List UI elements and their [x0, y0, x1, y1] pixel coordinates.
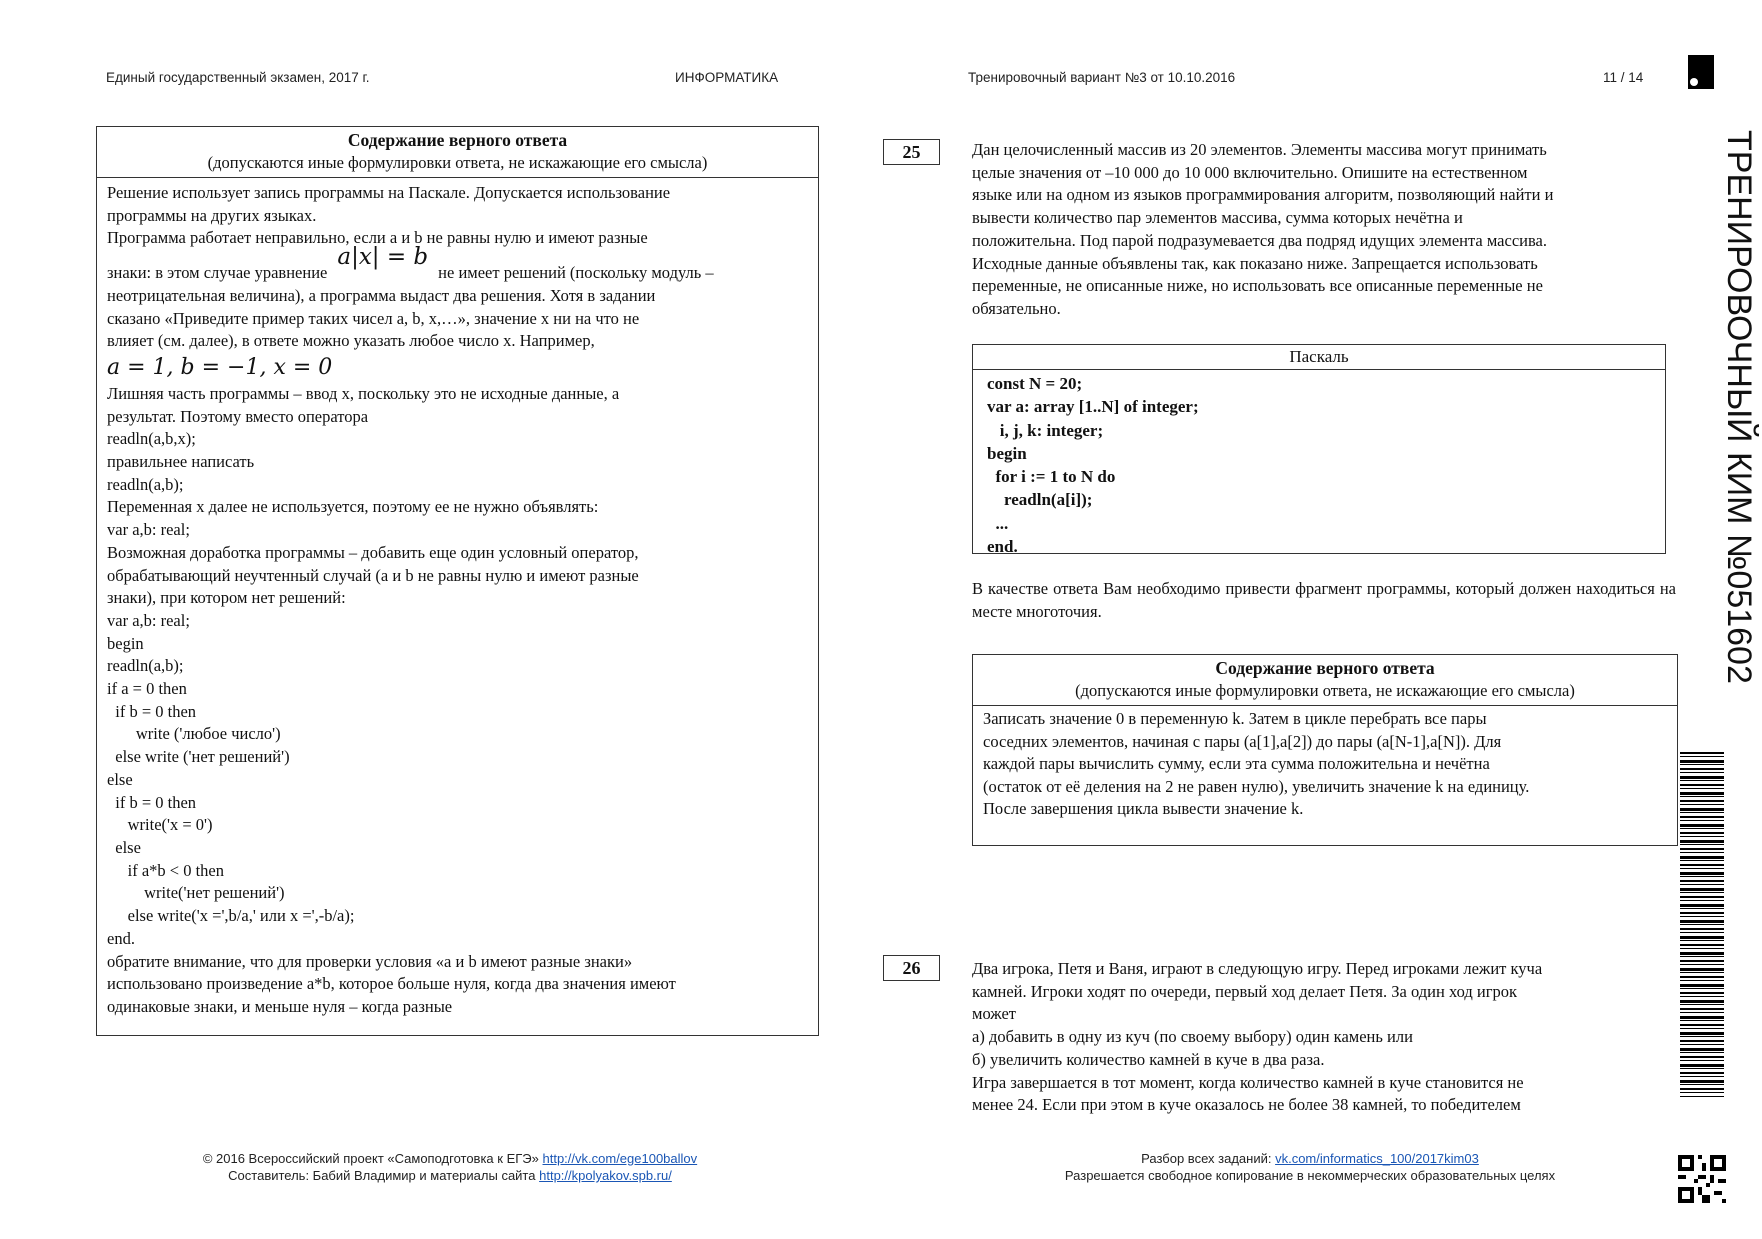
footer-right-line1: [1010, 1150, 1610, 1167]
text-line: Решение использует запись программы на Паскале. Допускается использование: [107, 183, 671, 202]
answer-box-header: [973, 655, 1677, 706]
task-26-text: [972, 958, 1674, 1117]
text-line: readln(a,b);: [107, 474, 184, 494]
code-line: if a = 0 then: [107, 679, 187, 699]
code-line: var a,b: real;: [107, 610, 190, 630]
answer-box-subtitle: (допускаются иные формулировки ответа, не искажающие его смысла): [1075, 681, 1575, 700]
text-line: Дан целочисленный массив из 20 элементов. Элементы массива могут принимать: [972, 140, 1547, 159]
equation: a|x| = b: [337, 244, 429, 271]
footer-link-analysis[interactable]: vk.com/informatics_100/2017kim03: [1275, 1151, 1479, 1166]
footer-link-kpolyakov[interactable]: http://kpolyakov.spb.ru/: [539, 1168, 672, 1183]
text-line: Исходные данные объявлены так, как показано ниже. Запрещается использовать: [972, 253, 1538, 273]
footer-left-line2: [150, 1167, 750, 1184]
code-line: write('x = 0'): [107, 815, 213, 835]
text-line: программы на других языках.: [107, 205, 317, 225]
text-line: Игра завершается в тот момент, когда количество камней в куче становится не: [972, 1072, 1524, 1092]
answer-box-24: [96, 126, 819, 1036]
text-line: Два игрока, Петя и Ваня, играют в следующую игру. Перед игроками лежит куча: [972, 959, 1543, 978]
text-line: Возможная доработка программы – добавить еще один условный оператор,: [107, 542, 639, 562]
code-line: else: [107, 837, 141, 857]
text-line: Лишняя часть программы – ввод x, поскольку это не исходные данные, а: [107, 383, 620, 403]
text-line: неотрицательная величина), а программа выдаст два решения. Хотя в задании: [107, 285, 656, 305]
equation-line: [107, 244, 808, 285]
code-line: end.: [987, 537, 1018, 557]
text-line: readln(a,b,x);: [107, 429, 196, 449]
text-line: менее 24. Если при этом в куче оказалось не более 38 камней, то победителем: [972, 1095, 1521, 1115]
qr-code-icon: [1678, 1155, 1726, 1203]
text-line: каждой пары вычислить сумму, если эта сумма положительна и нечётна: [983, 754, 1490, 773]
footer-left: [150, 1150, 750, 1184]
answer-box-body: [97, 178, 818, 1023]
text-line: а) добавить в одну из куч (по своему выбору) один камень или: [972, 1027, 1413, 1047]
code-line: write ('любое число'): [107, 724, 281, 744]
text-line: обрабатывающий неучтенный случай (a и b не равны нулю и имеют разные: [107, 565, 639, 585]
text-line: обратите внимание, что для проверки условия «a и b имеют разные знаки»: [107, 951, 633, 971]
header-variant: Тренировочный вариант №3 от 10.10.2016: [968, 70, 1236, 85]
answer-box-body: [973, 706, 1677, 823]
code-line: begin: [987, 443, 1027, 463]
code-line: begin: [107, 633, 144, 653]
task-25-instruction: В качестве ответа Вам необходимо привести фрагмент программы, который должен находиться на месте многоточия.: [972, 579, 1676, 621]
text-line: var a,b: real;: [107, 520, 190, 540]
task-26-number: 26: [883, 955, 940, 981]
text-line: правильнее написать: [107, 452, 255, 472]
code-line: write('нет решений'): [107, 883, 285, 903]
footer-copyright: © 2016 Всероссийский проект «Самоподготовка к ЕГЭ»: [202, 1151, 539, 1166]
text-line: Переменная x далее не используется, поэтому ее не нужно объявлять:: [107, 497, 599, 517]
text-line: соседних элементов, начиная с пары (a[1],a[2]) до пары (a[N-1],a[N]). Для: [983, 731, 1502, 751]
code-line: if b = 0 then: [107, 792, 197, 812]
text-line: камней. Игроки ходят по очереди, первый ход делает Петя. За один ход игрок: [972, 981, 1517, 1001]
vertical-title: [1722, 130, 1762, 730]
task-25-number: 25: [883, 139, 940, 165]
text-line: результат. Поэтому вместо оператора: [107, 406, 369, 426]
footer-author: Составитель: Бабий Владимир и материалы сайта: [228, 1168, 536, 1183]
answer-box-subtitle: (допускаются иные формулировки ответа, не искажающие его смысла): [207, 153, 708, 172]
text-line: целые значения от –10 000 до 10 000 включительно. Опишите на естественном: [972, 162, 1528, 182]
pascal-code-title: Паскаль: [973, 345, 1665, 370]
text-line: обязательно.: [972, 298, 1061, 318]
code-line: if b = 0 then: [107, 701, 197, 721]
footer-left-line1: [150, 1150, 750, 1167]
footer-license: Разрешается свободное копирование в некоммерческих образовательных целях: [1064, 1168, 1556, 1183]
footer-link-vk[interactable]: http://vk.com/ege100ballov: [542, 1151, 698, 1166]
text-line: использовано произведение a*b, которое больше нуля, когда два значения имеют: [107, 974, 676, 994]
text-line: Программа работает неправильно, если a и b не равны нулю и имеют разные: [107, 228, 648, 248]
pascal-code: [973, 370, 1665, 560]
text-line: После завершения цикла вывести значение k.: [983, 799, 1304, 818]
code-line: for i := 1 to N do: [987, 467, 1116, 487]
code-line: const N = 20;: [987, 374, 1083, 393]
text-line: влияет (см. далее), в ответе можно указать любое число x. Например,: [107, 331, 595, 351]
vertical-title-text: ТРЕНИРОВОЧНЫЙ КИМ №051602: [1720, 130, 1758, 684]
code-line: else write ('нет решений'): [107, 747, 290, 767]
header-exam: Единый государственный экзамен, 2017 г.: [106, 70, 370, 85]
text-line: знаки), при котором нет решений:: [107, 588, 346, 608]
equation-suffix: не имеет решений (поскольку модуль –: [438, 263, 714, 283]
answer-box-header: [97, 127, 818, 178]
equation-prefix: знаки: в этом случае уравнение: [107, 263, 328, 283]
text-line: положительна. Под парой подразумевается два подряд идущих элемента массива.: [972, 230, 1548, 250]
code-line: if a*b < 0 then: [107, 860, 224, 880]
page-number: 11 / 14: [1603, 70, 1644, 85]
text-line: сказано «Приведите пример таких чисел a, b, x,…», значение x ни на что не: [107, 308, 640, 328]
answer-box-title: Содержание верного ответа: [347, 130, 568, 150]
header-subject: ИНФОРМАТИКА: [675, 70, 779, 85]
code-line: var a: array [1..N] of integer;: [987, 397, 1199, 417]
footer-right: [1010, 1150, 1610, 1184]
pascal-code-box: [972, 344, 1666, 557]
example-values: a = 1, b = −1, x = 0: [107, 354, 333, 380]
code-line: else: [107, 769, 133, 789]
text-line: переменные, не описанные ниже, но использовать все описанные переменные не: [972, 276, 1543, 296]
code-line: ...: [987, 513, 1009, 533]
text-line: (остаток от её деления на 2 не равен нулю), увеличить значение k на единицу.: [983, 776, 1530, 796]
answer-box-title: Содержание верного ответа: [1215, 658, 1435, 678]
answer-box-25: [972, 654, 1678, 846]
text-line: б) увеличить количество камней в куче в два раза.: [972, 1049, 1325, 1069]
code-line: else write('x =',b/a,' или x =',-b/a);: [107, 906, 355, 926]
code-line: readln(a,b);: [107, 656, 184, 676]
text-line: языке или на одном из языков программирования алгоритм, позволяющий найти и: [972, 185, 1554, 205]
code-line: i, j, k: integer;: [987, 420, 1104, 440]
corner-marker-icon: [1688, 55, 1714, 89]
text-line: Записать значение 0 в переменную k. Затем в цикле перебрать все пары: [983, 709, 1487, 728]
code-line: readln(a[i]);: [987, 490, 1093, 510]
footer-analysis-label: Разбор всех заданий:: [1141, 1151, 1272, 1166]
barcode-icon: [1680, 752, 1724, 1097]
text-line: одинаковые знаки, и меньше нуля – когда разные: [107, 996, 453, 1016]
text-line: может: [972, 1004, 1016, 1024]
text-line: вывести количество пар элементов массива, сумма которых нечётна и: [972, 208, 1463, 228]
code-line: end.: [107, 928, 135, 948]
task-25-text: [972, 139, 1674, 321]
